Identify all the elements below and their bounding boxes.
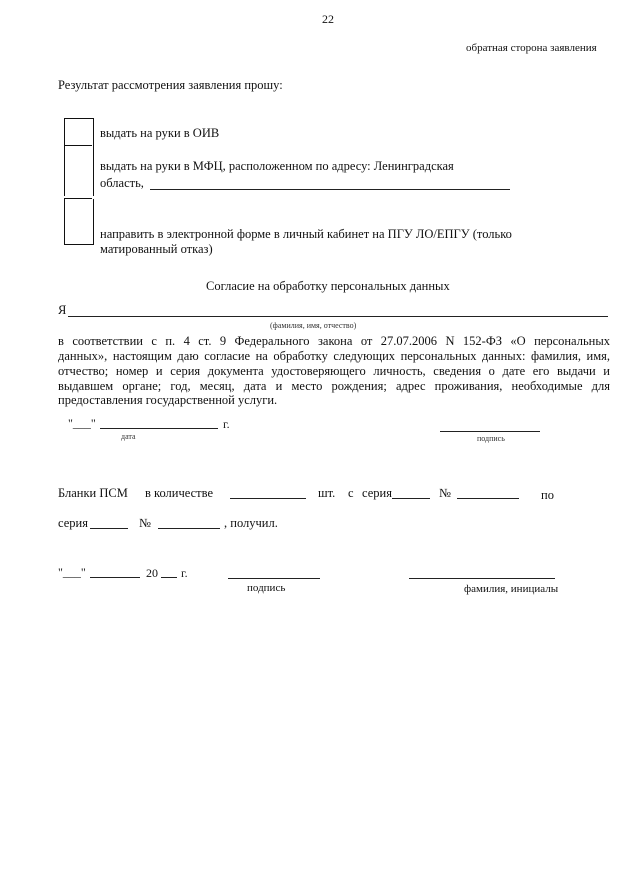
consent-date-caption: дата xyxy=(121,432,136,441)
blanks-received-label: , получил. xyxy=(224,516,278,530)
option-label-3-line1: направить в электронной форме в личный кабинет на ПГУ ЛО/ЕПГУ (только xyxy=(100,227,512,241)
blanks-series-field[interactable] xyxy=(392,498,430,499)
result-heading: Результат рассмотрения заявления прошу: xyxy=(58,78,283,92)
receipt-date-field[interactable] xyxy=(90,577,140,578)
blanks-pcs-label: шт. xyxy=(318,486,336,500)
consent-body-line: предоставления государственной услуги. xyxy=(58,393,278,407)
receipt-year-field[interactable] xyxy=(161,577,177,578)
blanks-number-field-2[interactable] xyxy=(158,528,220,529)
consent-body-line: данных», настоящим даю согласие на обработку следующих персональных данных: фамилия, имя, xyxy=(58,349,610,363)
consent-body-line: отчество; номер и серия документа удостоверяющего личность, сведения о дате его выдачи и xyxy=(58,364,610,378)
address-field[interactable] xyxy=(150,189,510,190)
option-label-2-line2: область, xyxy=(100,176,144,190)
consent-title: Согласие на обработку персональных данных xyxy=(206,279,450,293)
full-name-field[interactable] xyxy=(68,316,608,317)
blanks-series-field-2[interactable] xyxy=(90,528,128,529)
receipt-year-prefix: 20 xyxy=(146,566,158,580)
consent-date-field[interactable] xyxy=(100,428,218,429)
blanks-series-label-2: серия xyxy=(58,516,88,530)
blanks-number-field[interactable] xyxy=(457,498,519,499)
option-checkbox-1[interactable] xyxy=(64,118,94,146)
receipt-year-suffix: г. xyxy=(181,566,188,580)
consent-i-label: Я xyxy=(58,303,67,317)
blanks-number-sign-2: № xyxy=(139,516,151,530)
blanks-label: Бланки ПСМ xyxy=(58,486,128,500)
blanks-to-label: по xyxy=(541,488,554,502)
page-side-note: обратная сторона заявления xyxy=(466,42,597,54)
receipt-name-caption: фамилия, инициалы xyxy=(464,583,559,595)
option-label-2-line1: выдать на руки в МФЦ, расположенном по адресу: Ленинградская xyxy=(100,159,454,173)
option-label-1: выдать на руки в ОИВ xyxy=(100,126,220,140)
receipt-name-field[interactable] xyxy=(409,578,555,579)
consent-date-quotes: "___" xyxy=(68,416,96,430)
consent-signature-field[interactable] xyxy=(440,431,540,432)
receipt-date-quotes: "___" xyxy=(58,565,86,579)
option-label-3-line2: матированный отказ) xyxy=(100,242,213,256)
blanks-quantity-label: в количестве xyxy=(145,486,214,500)
option-checkbox-2[interactable] xyxy=(64,146,94,196)
full-name-caption: (фамилия, имя, отчество) xyxy=(270,321,357,330)
blanks-quantity-field[interactable] xyxy=(230,498,306,499)
blanks-series-label: серия xyxy=(362,486,392,500)
blanks-number-sign: № xyxy=(439,486,451,500)
consent-signature-caption: подпись xyxy=(477,434,505,443)
consent-year-suffix: г. xyxy=(223,417,230,431)
receipt-signature-field[interactable] xyxy=(228,578,320,579)
receipt-signature-caption: подпись xyxy=(247,582,286,594)
consent-body-line: в соответствии с п. 4 ст. 9 Федерального закона от 27.07.2006 N 152-ФЗ «О персональных xyxy=(58,334,610,348)
blanks-from-label: с xyxy=(348,486,354,500)
consent-body-line: выдавшем органе; год, месяц, дата и место рождения; адрес проживания, необходимые для xyxy=(58,379,610,393)
page-number: 22 xyxy=(322,12,334,26)
option-checkbox-3[interactable] xyxy=(64,199,94,245)
